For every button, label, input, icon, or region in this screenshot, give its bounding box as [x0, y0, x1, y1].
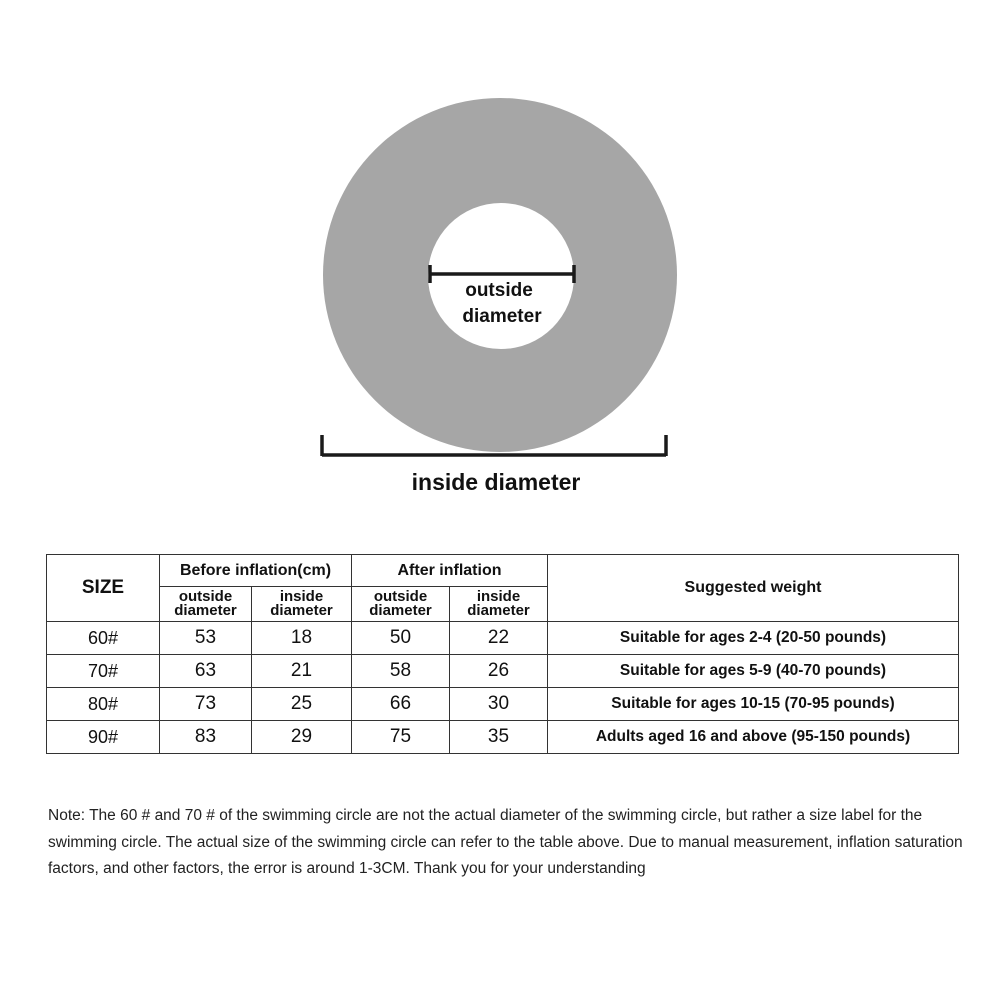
row-after-outside: 66	[352, 688, 450, 721]
row-weight: Suitable for ages 5-9 (40-70 pounds)	[548, 655, 959, 688]
table-row	[47, 688, 959, 721]
after-inside-subheader	[450, 587, 548, 622]
row-after-inside: 22	[450, 622, 548, 655]
subheader-line2: diameter	[174, 602, 237, 619]
row-before-outside: 63	[160, 655, 252, 688]
row-weight: Suitable for ages 2-4 (20-50 pounds)	[548, 622, 959, 655]
after-inflation-header: After inflation	[352, 555, 548, 587]
subheader-line2: diameter	[270, 602, 333, 619]
outer-label: inside diameter	[411, 469, 581, 495]
inner-label-line2: diameter	[462, 306, 542, 327]
row-before-inside: 21	[252, 655, 352, 688]
row-after-inside: 26	[450, 655, 548, 688]
table-header-row	[47, 555, 959, 587]
row-weight: Suitable for ages 10-15 (70-95 pounds)	[548, 688, 959, 721]
inner-label-line1: outside	[465, 280, 533, 301]
subheader-line1: outside	[373, 588, 428, 605]
size-header: SIZE	[47, 555, 160, 622]
after-outside-subheader	[352, 587, 450, 622]
row-before-outside: 53	[160, 622, 252, 655]
row-before-inside: 29	[252, 721, 352, 754]
row-size: 80#	[47, 688, 160, 721]
before-inside-subheader	[252, 587, 352, 622]
row-size: 60#	[47, 622, 160, 655]
subheader-line2: diameter	[369, 602, 432, 619]
row-after-outside: 58	[352, 655, 450, 688]
size-table	[46, 554, 959, 754]
swim-ring-hole	[428, 203, 574, 349]
row-after-inside: 30	[450, 688, 548, 721]
before-outside-subheader	[160, 587, 252, 622]
row-before-outside: 83	[160, 721, 252, 754]
row-size: 90#	[47, 721, 160, 754]
row-after-outside: 75	[352, 721, 450, 754]
subheader-line1: outside	[178, 588, 233, 605]
subheader-line1: inside	[476, 588, 521, 605]
row-before-inside: 25	[252, 688, 352, 721]
size-note: Note: The 60 # and 70 # of the swimming circle are not the actual diameter of the swimming circle, but rather a size label for the swimming circle. The actual size of the swimming circle can refer to the table above. Due to manual measurement, inflation saturation factors, and other factors, the error is around 1-3CM. Thank you for your understanding	[48, 807, 963, 877]
subheader-line1: inside	[279, 588, 324, 605]
row-size: 70#	[47, 655, 160, 688]
row-after-outside: 50	[352, 622, 450, 655]
before-inflation-header: Before inflation(cm)	[160, 555, 352, 587]
table-row	[47, 721, 959, 754]
table-row	[47, 655, 959, 688]
subheader-line2: diameter	[467, 602, 530, 619]
row-before-outside: 73	[160, 688, 252, 721]
table-row	[47, 622, 959, 655]
row-weight: Adults aged 16 and above (95-150 pounds)	[548, 721, 959, 754]
row-after-inside: 35	[450, 721, 548, 754]
suggested-weight-header: Suggested weight	[548, 555, 959, 622]
row-before-inside: 18	[252, 622, 352, 655]
